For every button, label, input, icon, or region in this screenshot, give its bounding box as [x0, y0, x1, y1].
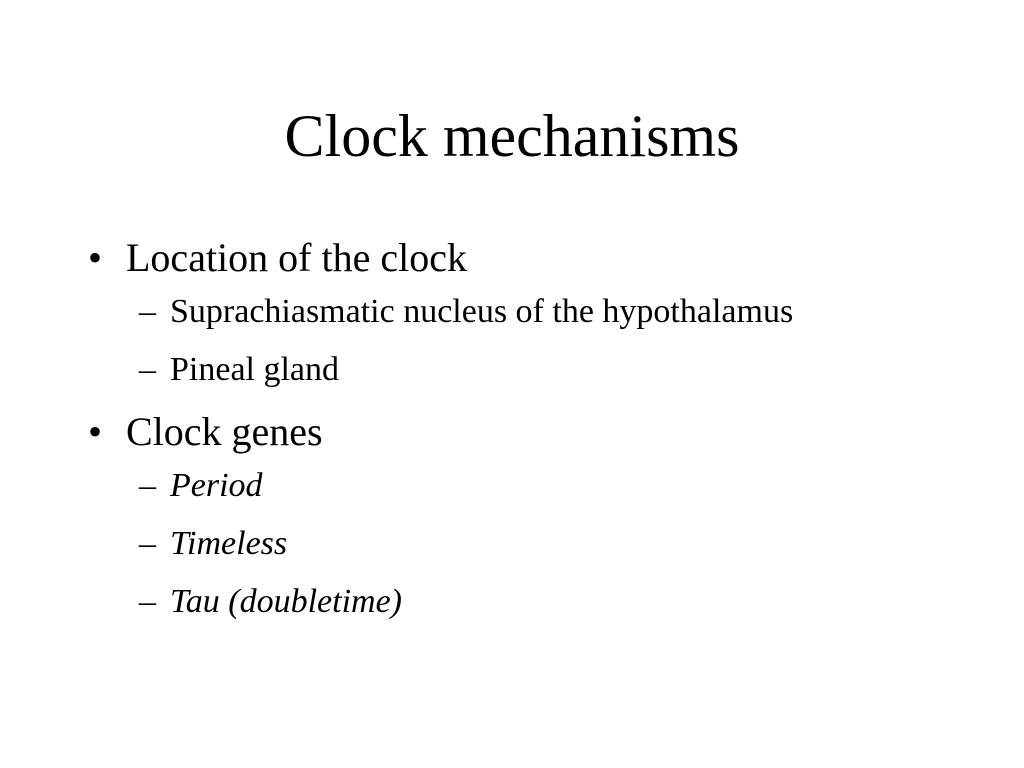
- sub-item: [88, 522, 988, 566]
- bullet-list: [88, 232, 988, 638]
- sub-item-label: Suprachiasmatic nucleus of the hypothalamus: [170, 293, 794, 330]
- dash-marker: –: [139, 351, 156, 388]
- bullet-label: Location of the clock: [126, 235, 467, 280]
- sub-item: [88, 348, 988, 392]
- bullet-item-location: [88, 232, 988, 284]
- dash-marker: –: [139, 583, 156, 620]
- sub-item: [88, 580, 988, 624]
- bullet-marker: •: [88, 409, 103, 454]
- sub-list-clock-genes: [88, 464, 988, 624]
- dash-marker: –: [139, 293, 156, 330]
- sub-item-label: Pineal gland: [170, 351, 340, 388]
- bullet-item-clock-genes: [88, 406, 988, 458]
- sub-item: [88, 290, 988, 334]
- bullet-label: Clock genes: [126, 409, 323, 454]
- sub-item-label: Period: [170, 467, 263, 504]
- sub-item-label: Timeless: [170, 525, 288, 562]
- sub-item: [88, 464, 988, 508]
- bullet-marker: •: [88, 235, 103, 280]
- dash-marker: –: [139, 525, 156, 562]
- slide-title: Clock mechanisms: [284, 103, 740, 169]
- dash-marker: –: [139, 467, 156, 504]
- sub-list-location: [88, 290, 988, 392]
- sub-item-label: Tau (doubletime): [170, 583, 403, 620]
